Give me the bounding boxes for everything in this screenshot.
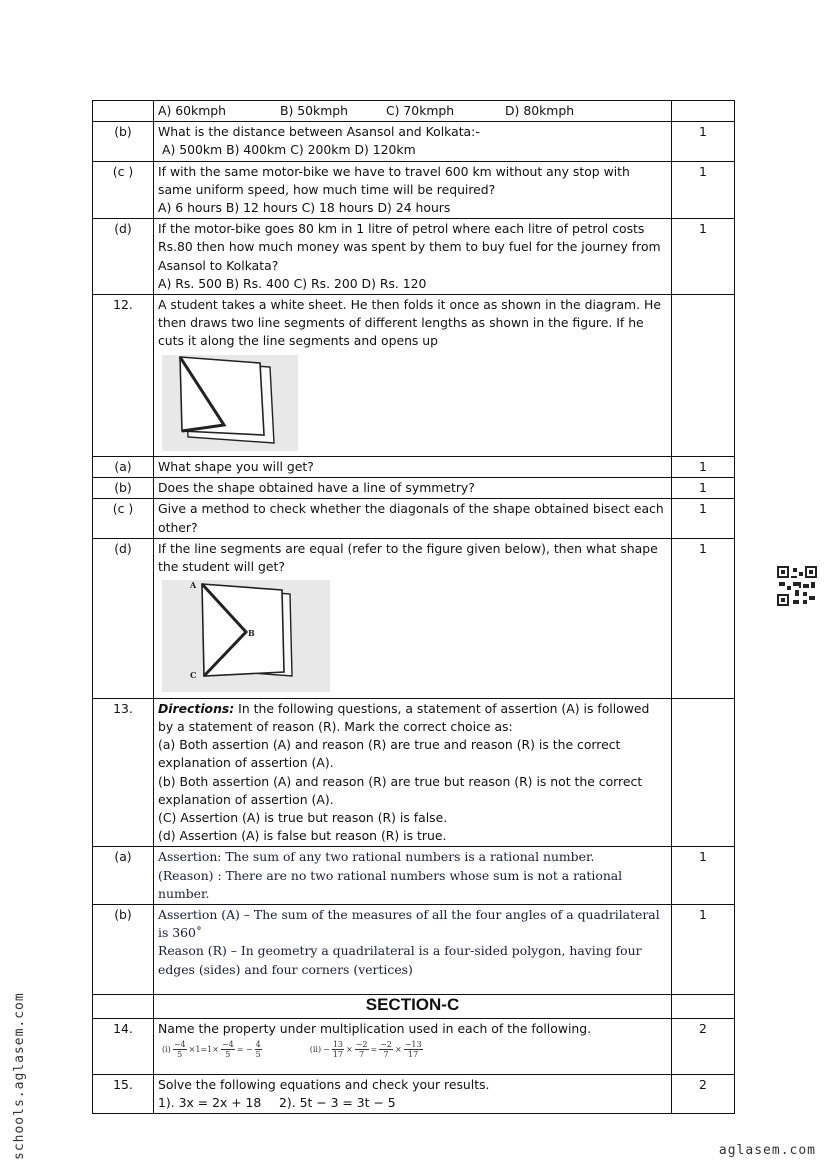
question-number: (c ) (93, 499, 154, 538)
marks: 1 (672, 219, 735, 295)
denominator: 7 (359, 1050, 365, 1060)
question-cell (154, 1019, 672, 1075)
question-number-cell (93, 101, 154, 122)
marks-cell (672, 995, 735, 1019)
marks: 2 (672, 1075, 735, 1114)
folded-sheet-figure (162, 355, 298, 451)
marks: 1 (672, 499, 735, 538)
question-number: 12. (93, 295, 154, 457)
question-text: Give a method to check whether the diagonals of the shape obtained bisect each other? (154, 499, 672, 538)
marks: 1 (672, 457, 735, 478)
marks-cell (672, 101, 735, 122)
question-text: What is the distance between Asansol and Kolkata:- (158, 124, 480, 140)
question-number: 14. (93, 1019, 154, 1075)
question-number: (b) (93, 122, 154, 161)
table-row (93, 478, 735, 499)
choice: (d) Assertion (A) is false but reason (R) is true. (158, 828, 447, 844)
choice: (a) Both assertion (A) and reason (R) are true and reason (R) is the correct explanation of assertion (A). (158, 737, 621, 771)
choice: (C) Assertion (A) is true but reason (R) is false. (158, 810, 448, 826)
question-text: What shape you will get? (154, 457, 672, 478)
reason-text: (Reason) : There are no two rational numbers whose sum is not a rational number. (158, 867, 623, 901)
question-sheet (92, 100, 735, 1114)
denominator: 17 (408, 1050, 419, 1060)
table-row (93, 161, 735, 219)
qr-code-icon (777, 566, 817, 606)
table-row (93, 295, 735, 457)
operator: − (323, 1044, 330, 1054)
question-text: If the motor-bike goes 80 km in 1 litre of petrol where each litre of petrol costs Rs.80 then how much money was spent by them to buy fuel for the journey from Asansol to Kolkata? (158, 221, 661, 273)
assertion-text: Assertion: The sum of any two rational numbers is a rational number. (158, 849, 595, 865)
option: A) 60kmph (158, 103, 226, 118)
table-row (93, 1019, 735, 1075)
marks: 1 (672, 905, 735, 995)
option: D) 80kmph (505, 103, 575, 118)
marks-cell (672, 295, 735, 457)
numerator: 13 (332, 1040, 343, 1050)
numerator: −2 (380, 1040, 392, 1050)
operator: = − (236, 1044, 253, 1054)
marks: 1 (672, 478, 735, 499)
table-row (93, 122, 735, 161)
option: C) 70kmph (386, 103, 455, 118)
denominator: 17 (332, 1050, 343, 1060)
question-text: Solve the following equations and check your results. (158, 1077, 490, 1093)
label-c: C (190, 670, 197, 681)
marks: 1 (672, 122, 735, 161)
numerator: −4 (221, 1040, 234, 1050)
question-number: (b) (93, 905, 154, 995)
question-text: If with the same motor-bike we have to travel 600 km without any stop with same uniform speed, how much time will be required? (158, 163, 630, 197)
question-number: (a) (93, 457, 154, 478)
table-row (93, 219, 735, 295)
numerator: −13 (404, 1040, 422, 1050)
question-cell (154, 1075, 672, 1114)
option-list (158, 102, 667, 120)
question-options: A) 500km B) 400km C) 200km D) 120km (162, 142, 416, 158)
question-cell (154, 219, 672, 295)
question-cell (154, 161, 672, 219)
question-number: (b) (93, 478, 154, 499)
math-expressions (158, 1040, 667, 1059)
marks-cell (672, 698, 735, 847)
table-row (93, 698, 735, 847)
label-b: B (248, 628, 255, 639)
question-number: (a) (93, 847, 154, 905)
question-cell (154, 295, 672, 457)
choice: (b) Both assertion (A) and reason (R) are true but reason (R) is not the correct explanation of assertion (A). (158, 773, 643, 807)
watermark-right: aglasem.com (718, 1143, 816, 1158)
table-row (93, 1075, 735, 1114)
marks: 2 (672, 1019, 735, 1075)
question-cell (154, 905, 672, 995)
numerator: −4 (173, 1040, 186, 1050)
question-cell (154, 122, 672, 161)
denominator: 5 (225, 1050, 231, 1060)
table-row (93, 995, 735, 1019)
operator: ×1=1× (188, 1044, 219, 1054)
question-number-cell (93, 995, 154, 1019)
question-text: Does the shape obtained have a line of symmetry? (154, 478, 672, 499)
question-number: 13. (93, 698, 154, 847)
equal-segments-figure (162, 580, 330, 692)
marks: 1 (672, 847, 735, 905)
question-text: A student takes a white sheet. He then folds it once as shown in the diagram. He then draws two line segments of different lengths as shown in the figure. If he cuts it along the line segments and opens up (158, 297, 661, 349)
question-number: (d) (93, 219, 154, 295)
denominator: 7 (383, 1050, 389, 1060)
math-label: (i) (162, 1044, 171, 1054)
question-table (92, 100, 735, 1114)
question-cell (154, 698, 672, 847)
table-row (93, 847, 735, 905)
operator: × (395, 1044, 402, 1054)
table-row (93, 457, 735, 478)
question-cell (154, 538, 672, 698)
section-heading: SECTION-C (154, 995, 672, 1019)
math-expression-1 (162, 1040, 262, 1059)
marks: 1 (672, 161, 735, 219)
denominator: 5 (255, 1050, 261, 1060)
numerator: 4 (255, 1040, 261, 1050)
table-row (93, 538, 735, 698)
table-row (93, 499, 735, 538)
assertion-text: Assertion (A) – The sum of the measures of all the four angles of a quadrilateral is 360˚ (158, 907, 660, 941)
option: B) 50kmph (280, 103, 349, 118)
reason-text: Reason (R) – In geometry a quadrilateral is a four-sided polygon, having four edges (sides) and four corners (vertices) (158, 943, 642, 977)
question-text: Name the property under multiplication used in each of the following. (158, 1021, 592, 1037)
question-number: 15. (93, 1075, 154, 1114)
math-label: (ii) (309, 1044, 322, 1054)
question-cell (154, 101, 672, 122)
question-options: A) Rs. 500 B) Rs. 400 C) Rs. 200 D) Rs. 120 (158, 275, 427, 291)
table-row (93, 101, 735, 122)
label-a: A (190, 580, 197, 591)
directions-text: In the following questions, a statement of assertion (A) is followed by a statement of reason (R). Mark the correct choice as: (158, 700, 650, 735)
question-number: (d) (93, 538, 154, 698)
question-number: (c ) (93, 161, 154, 219)
directions-label: Directions: (158, 700, 235, 716)
equation-2: 2). 5t − 3 = 3t − 5 (279, 1095, 396, 1111)
operator: × (346, 1044, 353, 1054)
denominator: 5 (177, 1050, 183, 1060)
question-text: If the line segments are equal (refer to the figure given below), then what shape the student will get? (158, 540, 658, 575)
math-expression-2 (310, 1040, 423, 1059)
question-options: A) 6 hours B) 12 hours C) 18 hours D) 24 hours (158, 200, 451, 216)
marks: 1 (672, 538, 735, 698)
question-cell (154, 847, 672, 905)
equation-1: 1). 3x = 2x + 18 (158, 1095, 262, 1111)
table-row (93, 905, 735, 995)
operator: = (370, 1044, 378, 1054)
numerator: −2 (355, 1040, 368, 1050)
watermark-left: schools.aglasem.com (12, 992, 27, 1160)
